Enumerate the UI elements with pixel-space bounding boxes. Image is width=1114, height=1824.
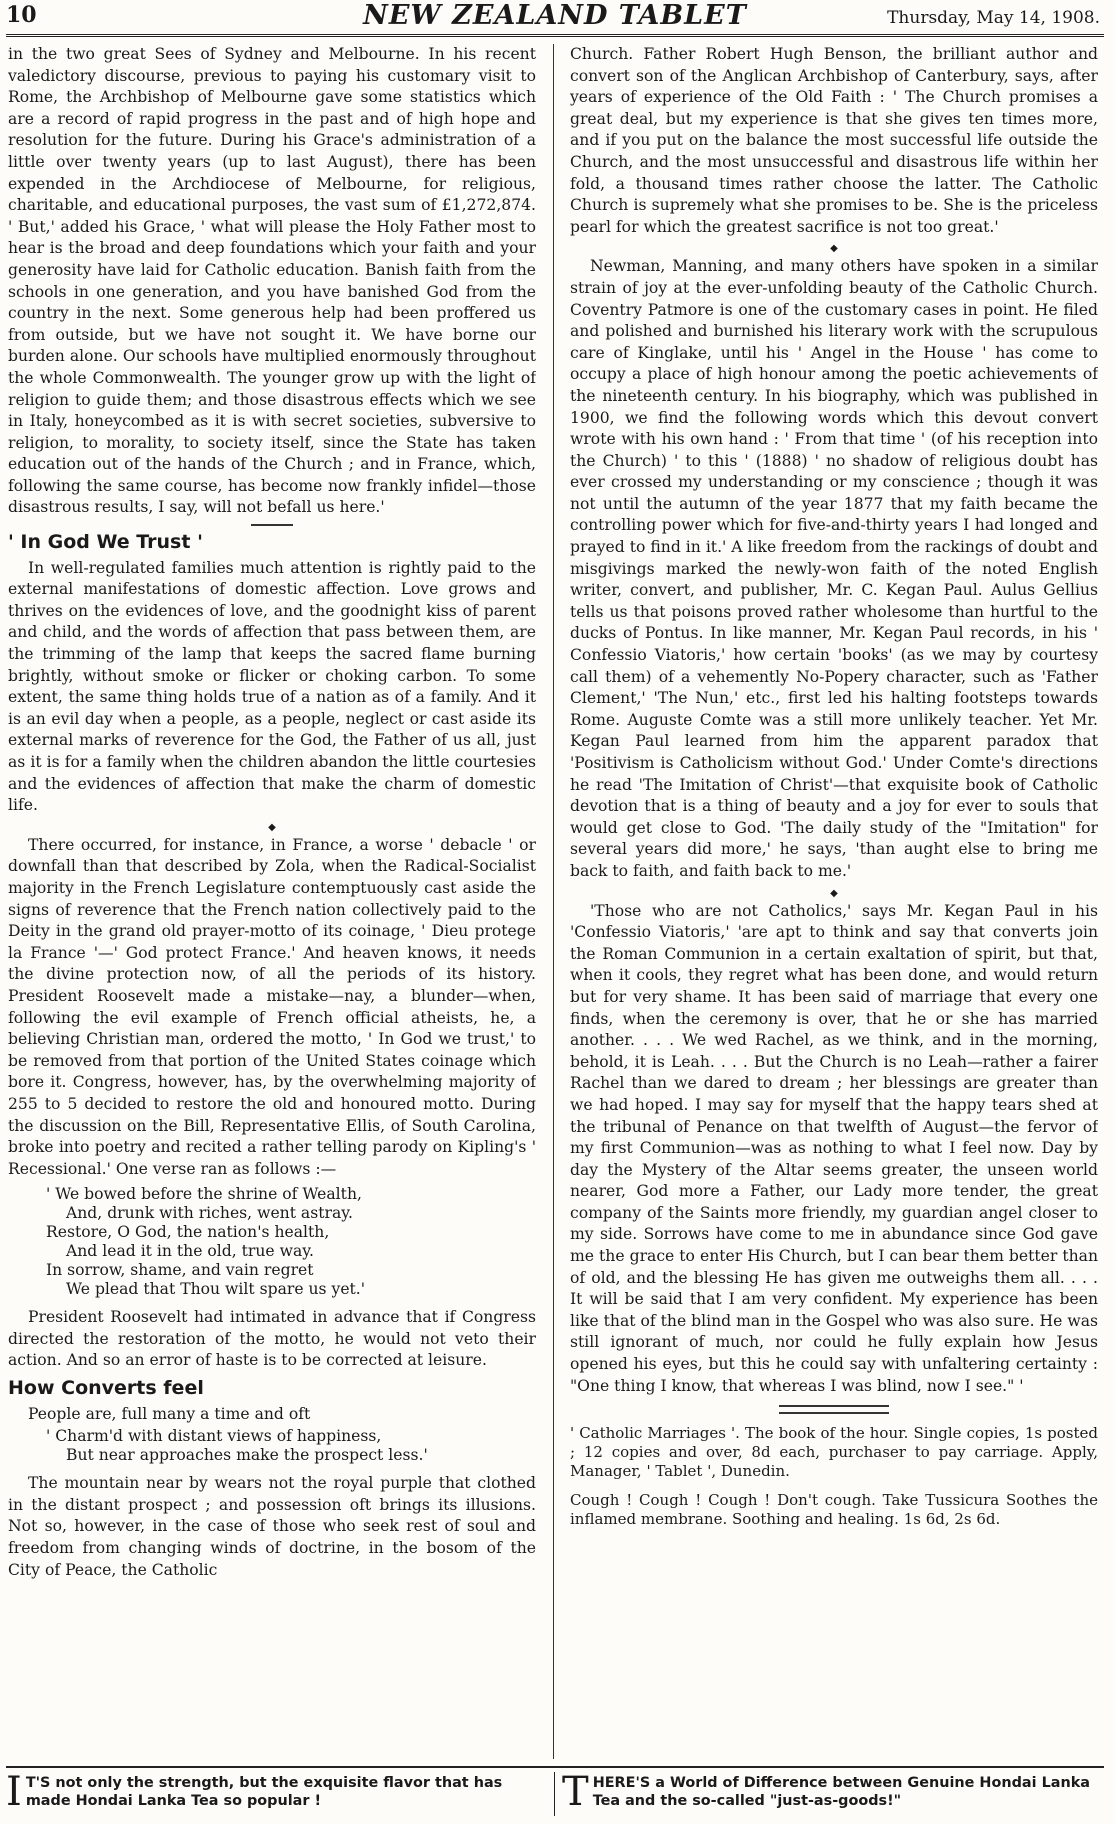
verse-line: But near approaches make the prospect less.' <box>66 1446 428 1465</box>
article-paragraph: In well-regulated families much attention is rightly paid to the external manifestations of domestic affection. Love grows and thrives on the evidences of love, and the goodnight kiss of parent and child, and the words of affection that pass between them, are the trimming of the lamp that keeps the sacred flame burning brightly, without smoke or flicker or choking carbon. To some extent, the same thing holds true of a nation as of a family. And it is an evil day when a people, as a people, neglect or cast aside its external marks of reverence for the God, the Father of us all, just as it is for a family when the children abandon the little courtesies and the evidences of affection that make the charm of domestic life. <box>8 558 536 815</box>
verse-block <box>46 1185 536 1299</box>
article-paragraph: Newman, Manning, and many others have spoken in a similar strain of joy at the ever-unfolding beauty of the Catholic Church. Coventry Patmore is one of the customary cases in point. He filed and polished and burnished his literary work with the scrupulous care of Kinglake, until his ' Angel in the House ' has come to occupy a place of high honour among the poetic achievements of the nineteenth century. In his biography, which was published in 1900, we find the following words which this devout convert wrote with his own hand : ' From that time ' (of his reception into the Church) ' to this ' (1888) ' no shadow of religious doubt has ever crossed my understanding or my conscience ; though it was not until the autumn of the year 1877 that my faith became the controlling power which for five-and-thirty years I had longed and prayed to find in it.' A like freedom from the rackings of doubt and misgivings marked the newly-won faith of the noted English writer, convert, and publisher, Mr. C. Kegan Paul. Aulus Gellius tells us that poisons proved rather wholesome than hurtful to the ducks of Pontus. In like manner, Mr. Kegan Paul records, in his ' Confessio Viatoris,' how certain 'books' (as we may by courtesy call them) of a vehemently No-Popery character, such as 'Father Clement,' 'The Nun,' etc., first led his halting footsteps towards Rome. Auguste Comte was a still more unlikely teacher. Yet Mr. Kegan Paul learned from him the apparent paradox that 'Positivism is Catholicism without God.' Under Comte's directions he read 'The Imitation of Christ'—that exquisite book of Catholic devotion that is a thing of beauty and a joy for ever to souls that would get close to God. 'The daily study of the "Imitation" for several years did more,' he says, 'than aught else to bring me back to faith, and faith back to me.' <box>570 257 1098 880</box>
article-paragraph: There occurred, for instance, in France, a worse ' debacle ' or downfall than that described by Zola, when the Radical-Socialist majority in the French Legislature contemptuously cast aside the signs of reverence that the French nation collectively paid to the Deity in the grand old prayer-motto of its coinage, ' Dieu protege la France '—' God protect France.' And heaven knows, it needs the divine protection now, of all the periods of its history. President Roosevelt made a mistake—nay, a blunder—when, following the evil example of French official atheists, he, a believing Christian man, ordered the motto, ' In God we trust,' to be removed from that portion of the United States coinage which bore it. Congress, however, has, by the overwhelming majority of 255 to 5 decided to restore the old and honoured motto. During the discussion on the Bill, Representative Ellis, of South Carolina, broke into poetry and recited a rather telling parody on Kipling's ' Recessional.' One verse ran as follows :— <box>8 835 536 1178</box>
verse-line: ' We bowed before the shrine of Wealth, <box>46 1185 362 1204</box>
verse-line: And, drunk with riches, went astray. <box>66 1204 353 1223</box>
footer-adverts <box>6 1766 1104 1818</box>
drop-cap: I <box>6 1769 22 1815</box>
asterisk-separator: ◆ <box>830 887 838 899</box>
footer-advert-text: T'S not only the strength, but the exquisite flavor that has made Hondai Lanka Tea so popular ! <box>25 1775 503 1809</box>
verse-line: In sorrow, shame, and vain regret <box>46 1261 314 1280</box>
verse-line: ' Charm'd with distant views of happiness, <box>46 1427 382 1446</box>
article-paragraph: President Roosevelt had intimated in advance that if Congress directed the restoration of the motto, he would not veto their action. And so an error of haste is to be corrected at leisure. <box>8 1308 536 1370</box>
footer-divider <box>554 1772 555 1816</box>
footer-advert-left <box>6 1769 546 1815</box>
masthead <box>6 0 1104 37</box>
article-paragraph: People are, full many a time and oft <box>28 1404 311 1423</box>
article-paragraph: The mountain near by wears not the royal purple that clothed in the distant prospect ; and possession oft brings its illusions. Not so, however, in the case of those who seek rest of soul and freedom from changing winds of doctrine, in the bosom of the City of Peace, the Catholic <box>8 1474 536 1579</box>
left-column <box>8 44 536 1762</box>
asterisk-separator: ◆ <box>830 243 838 255</box>
article-paragraph: 'Those who are not Catholics,' says Mr. Kegan Paul in his 'Confessio Viatoris,' 'are apt to think and say that converts join the Roman Communion in a certain exaltation of spirit, but that, when it cools, they regret what has been done, and would return but for very shame. It has been said of marriage that every one finds, when the ceremony is over, that he or she has married another. . . . We wed Rachel, as we think, and in the morning, behold, it is Leah. . . . But the Church is no Leah—rather a fairer Rachel than we dared to dream ; her blessings are greater than we had hoped. I may say for myself that the happy tears shed at the tribunal of Penance on that twelfth of August—the fervor of my first Communion—was as nothing to what I feel now. Day by day the Mystery of the Altar seems greater, the unseen world nearer, God more a Father, our Lady more tender, the great company of the Saints more friendly, my guardian angel closer to my side. Sorrows have come to me in abundance since God gave me the grace to enter His Church, but I can bear them better than of old, and the blessing He has given me outweighs them all. . . . It will be said that I am very confident. My experience has been like that of the blind man in the Gospel who was also sure. He was still ignorant of much, nor could he fully explain how Jesus opened his eyes, but this he could say with unfaltering certainty : "One thing I know, that whereas I was blind, now I see." ' <box>570 901 1098 1395</box>
asterisk-separator: ◆ <box>268 821 276 833</box>
advert-catholic-marriages: ' Catholic Marriages '. The book of the hour. Single copies, 1s posted ; 12 copies and over, 8d each, purchaser to pay carriage. Apply, Manager, ' Tablet ', Dunedin. <box>570 1424 1098 1481</box>
article-paragraph: Church. Father Robert Hugh Benson, the brilliant author and convert son of the Anglican Archbishop of Canterbury, says, after years of experience of the Old Faith : ' The Church promises a great deal, but my experience is that she gives ten times more, and if you put on the balance the most successful life outside the Church, and the most unsuccessful and disastrous life within her fold, a thousand times rather choose the latter. The Catholic Church is supremely what she promises to be. She is the priceless pearl for which the greatest sacrifice is not too great.' <box>570 45 1098 236</box>
footer-advert-text: HERE'S a World of Difference between Genuine Hondai Lanka Tea and the so-called "just-as-goods!" <box>592 1775 1090 1809</box>
double-divider <box>779 1405 889 1414</box>
verse-line: Restore, O God, the nation's health, <box>46 1223 330 1242</box>
couplet-block <box>46 1427 536 1465</box>
newspaper-title: NEW ZEALAND TABLET <box>363 0 747 31</box>
column-rule <box>553 44 554 1759</box>
page-number: 10 <box>6 2 37 28</box>
verse-line: We plead that Thou wilt spare us yet.' <box>66 1280 366 1299</box>
advert-tussicura: Cough ! Cough ! Cough ! Don't cough. Take Tussicura Soothes the inflamed membrane. Soothing and healing. 1s 6d, 2s 6d. <box>570 1491 1098 1529</box>
divider <box>251 524 293 526</box>
right-column <box>570 44 1098 1762</box>
section-heading-in-god-we-trust: ' In God We Trust ' <box>8 531 203 554</box>
issue-date: Thursday, May 14, 1908. <box>887 8 1100 28</box>
article-paragraph: in the two great Sees of Sydney and Melbourne. In his recent valedictory discourse, previous to paying his customary visit to Rome, the Archbishop of Melbourne gave some statistics which are a record of rapid progress in the past and of high hope and resolution for the future. During his Grace's administration of a little over twenty years (up to last August), there has been expended in the Archdiocese of Melbourne, for religious, charitable, and educational purposes, the vast sum of £1,272,874. ' But,' added his Grace, ' what will please the Holy Father most to hear is the broad and deep foundations which your faith and your generosity have laid for Catholic education. Banish faith from the schools in one generation, and you have banished God from the country in the next. Some generous help had been proffered us from outside, but we have not sought it. We have borne our burden alone. Our schools have multiplied enormously throughout the whole Commonwealth. The younger grow up with the light of religion to guide them; and those disastrous effects which we see in Italy, honeycombed as it is with secret societies, subversive to religion, to morality, to society itself, since the State has taken education out of the hands of the Church ; and in France, which, following the same course, has become now frankly infidel—those disastrous results, I say, will not befall us here.' <box>8 45 536 517</box>
drop-cap: T <box>562 1769 589 1815</box>
verse-line: And lead it in the old, true way. <box>66 1242 314 1261</box>
footer-advert-right <box>562 1769 1102 1815</box>
section-heading-how-converts-feel: How Converts feel <box>8 1377 204 1400</box>
